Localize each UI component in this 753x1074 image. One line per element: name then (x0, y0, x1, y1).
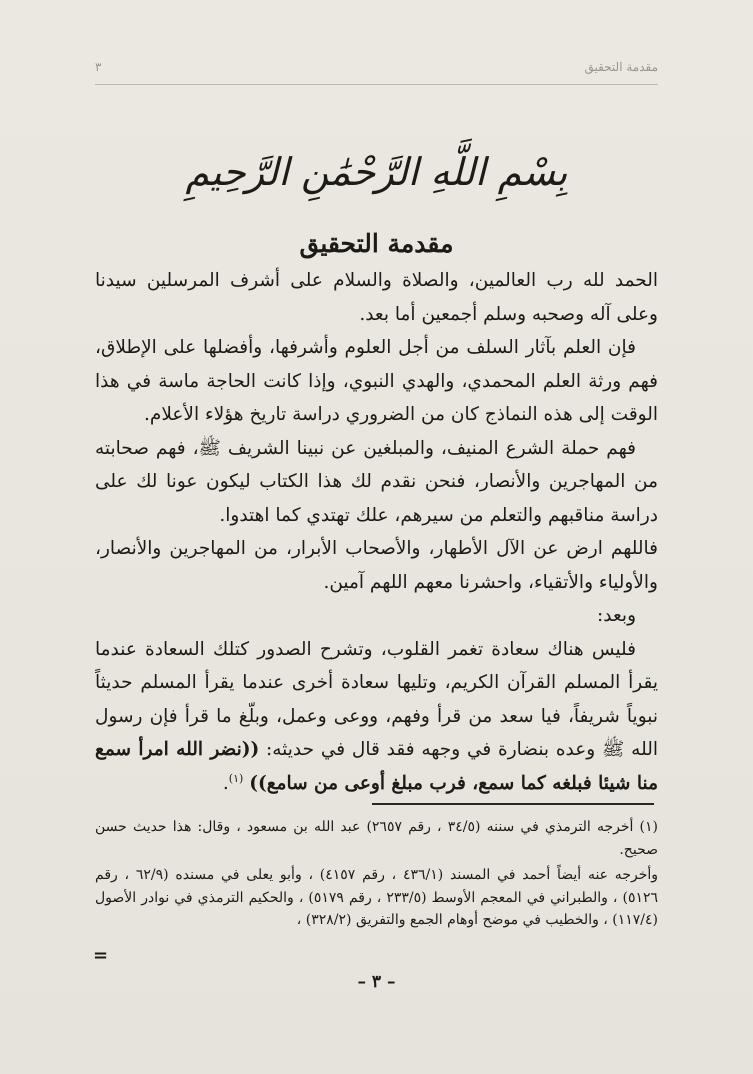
running-head: مقدمة التحقيق (584, 60, 658, 74)
paragraph-text: فليس هناك سعادة تغمر القلوب، وتشرح الصدور كتلك السعادة عندما يقرأ المسلم القرآن الكريم، وتليها سعادة أخرى عندما يقرأ المسلم حديثاً نبوياً شريفاً، فيا سعد من قرأ وفهم، ووعى وعمل، وبلّغ ما قرأ فإن رسول الله ﷺ وعده بنضارة في وجهه فقد قال في حديثه: (95, 638, 658, 760)
footnote-separator (372, 803, 654, 805)
paragraph: فإن العلم بآثار السلف من أجل العلوم وأشرفها، وأفضلها على الإطلاق، فهم ورثة العلم المحمدي، والهدي النبوي، وإذا كانت الحاجة ماسة في هذا الوقت إلى هذه النماذج كان من الضروري دراسة تاريخ هؤلاء الأعلام. (95, 337, 658, 425)
footnote: وأخرجه عنه أيضاً أحمد في المسند (٤٣٦/١ ، رقم ٤١٥٧) ، وأبو يعلى في مسنده (٦٢/٩ ، رقم ٥١٢٦) ، والطبراني في المعجم الأوسط (٢٣٣/٥ ، رقم ٥١٧٩) ، والحكيم الترمذي في نوادر الأصول (١١٧/٤) ، والخطيب في موضح أوهام الجمع والتفريق (٣٢٨/٢) ، (95, 867, 659, 928)
hadith-quote: ((نضر الله امرأ سمع منا شيئا فبلغه كما سمع، فرب مبلغ أوعى من سامع)) (95, 739, 658, 794)
page-reference: ٣ (95, 60, 102, 74)
section-title: مقدمة التحقيق (299, 229, 454, 258)
paragraph: فاللهم ارض عن الآل الأطهار، والأصحاب الأبرار، من المهاجرين والأنصار، والأولياء والأتقياء، واحشرنا معهم اللهم آمين. (95, 538, 658, 593)
footnote: (١) أخرجه الترمذي في سننه (٣٤/٥ ، رقم ٢٦٥٧) عبد الله بن مسعود ، وقال: هذا حديث حسن صحيح. (95, 819, 658, 858)
paragraph: الحمد لله رب العالمين، والصلاة والسلام على أشرف المرسلين سيدنا وعلى آله وصحبه وسلم أجمعين أما بعد. (95, 270, 658, 325)
paragraph: فليس هناك سعادة تغمر القلوب، وتشرح الصدور كتلك السعادة عندما يقرأ المسلم القرآن الكريم، وتليها سعادة أخرى عندما يقرأ المسلم حديثاً نبوياً شريفاً، فيا سعد من قرأ وفهم، ووعى وعمل، وبلّغ ما قرأ فإن رسول الله ﷺ وعده بنضارة في وجهه فقد قال في حديثه: ((نضر الله امرأ سمع منا شيئا فبلغه كما سمع، فرب مبلغ أوعى من سامع)) $^{(١)}$. (95, 638, 658, 794)
footnotes (95, 816, 658, 932)
continuation-mark: = (93, 945, 109, 966)
header-rule (95, 84, 658, 85)
page-number: – ٣ – (357, 972, 396, 992)
footnote-reference: (١) (228, 771, 244, 785)
basmala-calligraphy: بِسْمِ اللَّهِ الرَّحْمَٰنِ الرَّحِيمِ (185, 150, 568, 194)
main-text (95, 264, 658, 800)
paragraph: فهم حملة الشرع المنيف، والمبلغين عن نبينا الشريف ﷺ، فهم صحابته من المهاجرين والأنصار، فنحن نقدم لك هذا الكتاب ليكون عونا لك على دراسة مناقبهم والتعلم من سيرهم، علك تهتدي كما اهتدوا. (95, 437, 658, 526)
paragraph-heading: وبعد: (597, 605, 636, 626)
